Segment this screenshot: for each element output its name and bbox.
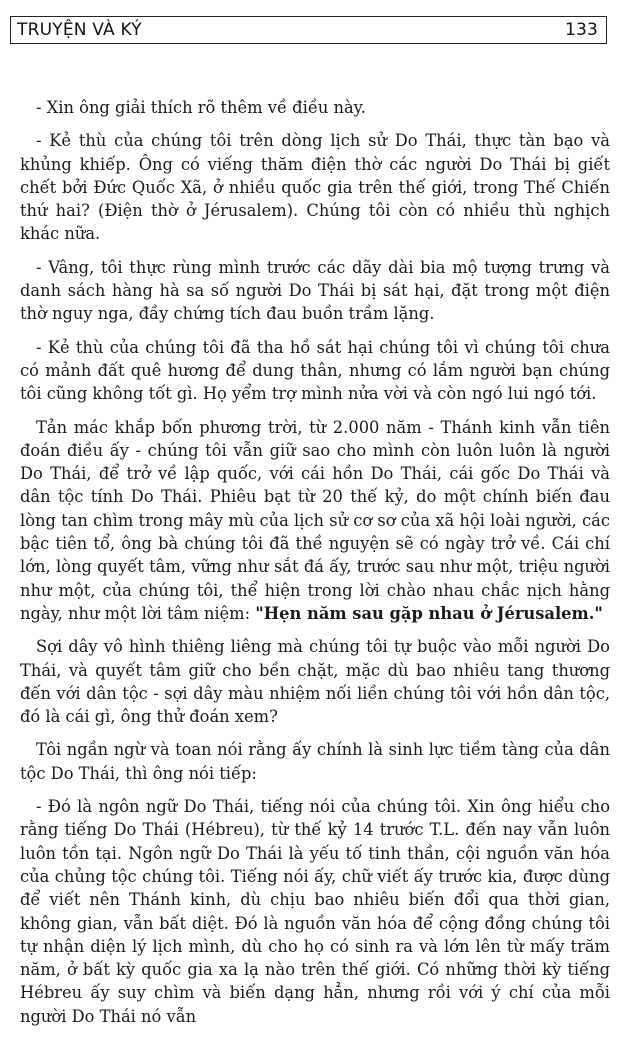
paragraph: - Đó là ngôn ngữ Do Thái, tiếng nói của chúng tôi. Xin ông hiểu cho rằng tiếng Do Thái (Hébreu), từ thế kỷ 14 trước T.L. đến nay vẫn luôn luôn tồn tại. Ngôn ngữ Do Thái là yếu tố tinh thần, cội nguồn văn hóa của chủng tộc chúng tôi. Tiếng nói ấy, chữ viết ấy trước kia, được dùng để viết nên Thánh kinh, dù chịu bao nhiêu biến đổi qua thời gian, không gian, vẫn bất diệt. Đó là nguồn văn hóa để cộng đồng chúng tôi tự nhận diện lý lịch mình, dù cho họ có sinh ra và lớn lên từ mấy trăm năm, ở bất kỳ quốc gia xa lạ nào trên thế giới. Có những thời kỳ tiếng Hébreu ấy suy chìm và biến dạng hẳn, nhưng rồi với ý chí của mỗi người Do Thái nó vẫn (20, 797, 610, 1026)
paragraph: - Kẻ thù của chúng tôi đã tha hồ sát hại chúng tôi vì chúng tôi chưa có mảnh đất quê hương để dung thân, nhưng có lắm người bạn chúng tôi cũng không tốt gì. Họ yểm trợ mình nửa vời và còn ngó lui ngó tới. (20, 337, 610, 404)
paragraph: - Xin ông giải thích rõ thêm về điều này. (36, 98, 366, 117)
paragraph-with-quote (20, 416, 610, 626)
page-body (20, 96, 610, 1038)
paragraph-text: Tản mác khắp bốn phương trời, từ 2.000 năm - Thánh kinh vẫn tiên đoán điều ấy - chúng tôi vẫn giữ sao cho mình còn luôn luôn là người Do Thái, để trở về lập quốc, với cái hồn Do Thái, cái gốc Do Thái và dân tộc tính Do Thái. Phiêu bạt từ 20 thế kỷ, do một chính biến đau lòng tan chìm trong mây mù của lịch sử cơ sơ của xã hội loài người, các bậc tiên tổ, ông bà chúng tôi đã thề nguyện sẽ có ngày trở về. Cái chí lớn, lòng quyết tâm, vững như sắt đá ấy, trước sau như một, triệu người như một, của chúng tôi, thể hiện trong lời chào nhau chắc nịch hằng ngày, như một lời tâm niệm: (20, 417, 610, 623)
page-number: 133 (564, 20, 598, 40)
paragraph: - Kẻ thù của chúng tôi trên dòng lịch sử Do Thái, thực tàn bạo và khủng khiếp. Ông có viếng thăm điện thờ các người Do Thái bị giết chết bởi Đức Quốc Xã, ở nhiều quốc gia trên thế giới, trong Thế Chiến thứ hai? (Điện thờ ở Jérusalem). Chúng tôi còn có nhiều thù nghịch khác nữa. (20, 131, 610, 244)
book-title: TRUYỆN VÀ KÝ (17, 20, 142, 40)
running-header (10, 16, 607, 44)
paragraph: Sợi dây vô hình thiêng liêng mà chúng tôi tự buộc vào mỗi người Do Thái, và quyết tâm giữ cho bền chặt, mặc dù bao nhiêu tang thương đến với dân tộc - sợi dây màu nhiệm nối liền chúng tôi với hồn dân tộc, đó là cái gì, ông thử đoán xem? (20, 637, 610, 727)
paragraph: Tôi ngần ngừ và toan nói rằng ấy chính là sinh lực tiềm tàng của dân tộc Do Thái, thì ông nói tiếp: (20, 740, 610, 783)
bold-quote: "Hẹn năm sau gặp nhau ở Jérusalem." (255, 603, 603, 623)
paragraph: - Vâng, tôi thực rùng mình trước các dãy dài bia mộ tượng trưng và danh sách hàng hà sa số người Do Thái bị sát hại, đặt trong một điện thờ nguy nga, đầy chứng tích đau buồn trầm lặng. (20, 257, 610, 324)
